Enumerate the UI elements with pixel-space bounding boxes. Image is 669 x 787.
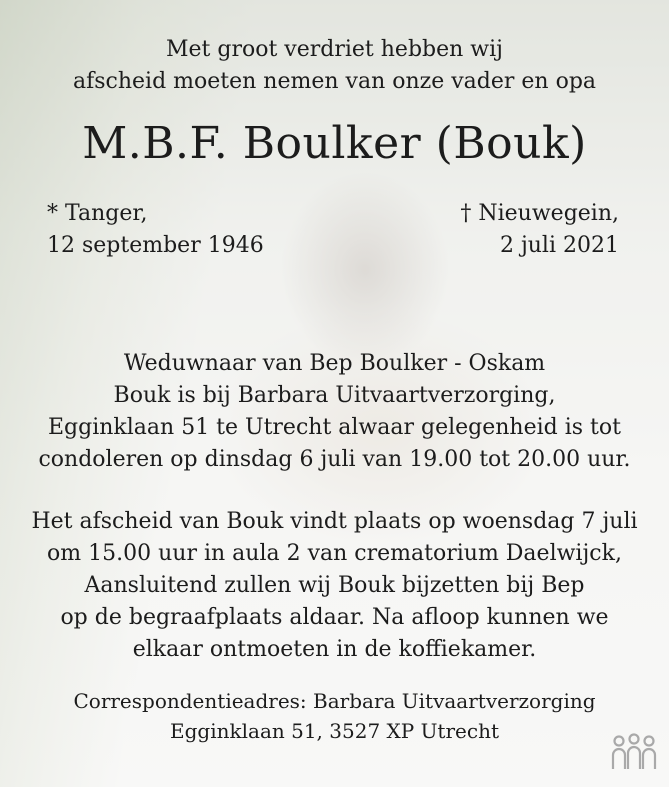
intro-text [0, 34, 669, 98]
birth-place: * Tanger, [47, 201, 148, 226]
paragraph-line: op de begraafplaats aldaar. Na afloop kunnen we [60, 605, 609, 630]
address-line: Egginklaan 51, 3527 XP Utrecht [170, 719, 499, 743]
death-date: 2 juli 2021 [499, 233, 619, 258]
paragraph-line: Egginklaan 51 te Utrecht alwaar gelegenheid is tot [48, 415, 621, 440]
paragraph-line: Aansluitend zullen wij Bouk bijzetten bij Bep [84, 573, 585, 598]
death-info [460, 198, 619, 262]
paragraph-line: om 15.00 uur in aula 2 van crematorium Daelwijck, [47, 541, 622, 566]
paragraph-line: Het afscheid van Bouk vindt plaats op woensdag 7 juli [31, 509, 638, 534]
paragraph-line: condoleren op dinsdag 6 juli van 19.00 tot 20.00 uur. [38, 447, 631, 472]
birth-info [47, 198, 264, 262]
address-line: Correspondentieadres: Barbara Uitvaartverzorging [73, 689, 596, 713]
condolence-paragraph [0, 348, 669, 476]
deceased-name: M.B.F. Boulker (Bouk) [82, 118, 587, 169]
people-group-icon [610, 733, 658, 771]
funeral-paragraph [0, 506, 669, 666]
intro-line: Met groot verdriet hebben wij [166, 37, 503, 62]
paragraph-line: Weduwnaar van Bep Boulker - Oskam [123, 351, 546, 376]
birth-date: 12 september 1946 [47, 233, 264, 258]
paragraph-line: Bouk is bij Barbara Uitvaartverzorging, [113, 383, 556, 408]
correspondence-address [0, 686, 669, 746]
death-place: † Nieuwegein, [460, 201, 619, 226]
paragraph-line: elkaar ontmoeten in de koffiekamer. [132, 637, 537, 662]
intro-line: afscheid moeten nemen van onze vader en opa [72, 69, 597, 94]
